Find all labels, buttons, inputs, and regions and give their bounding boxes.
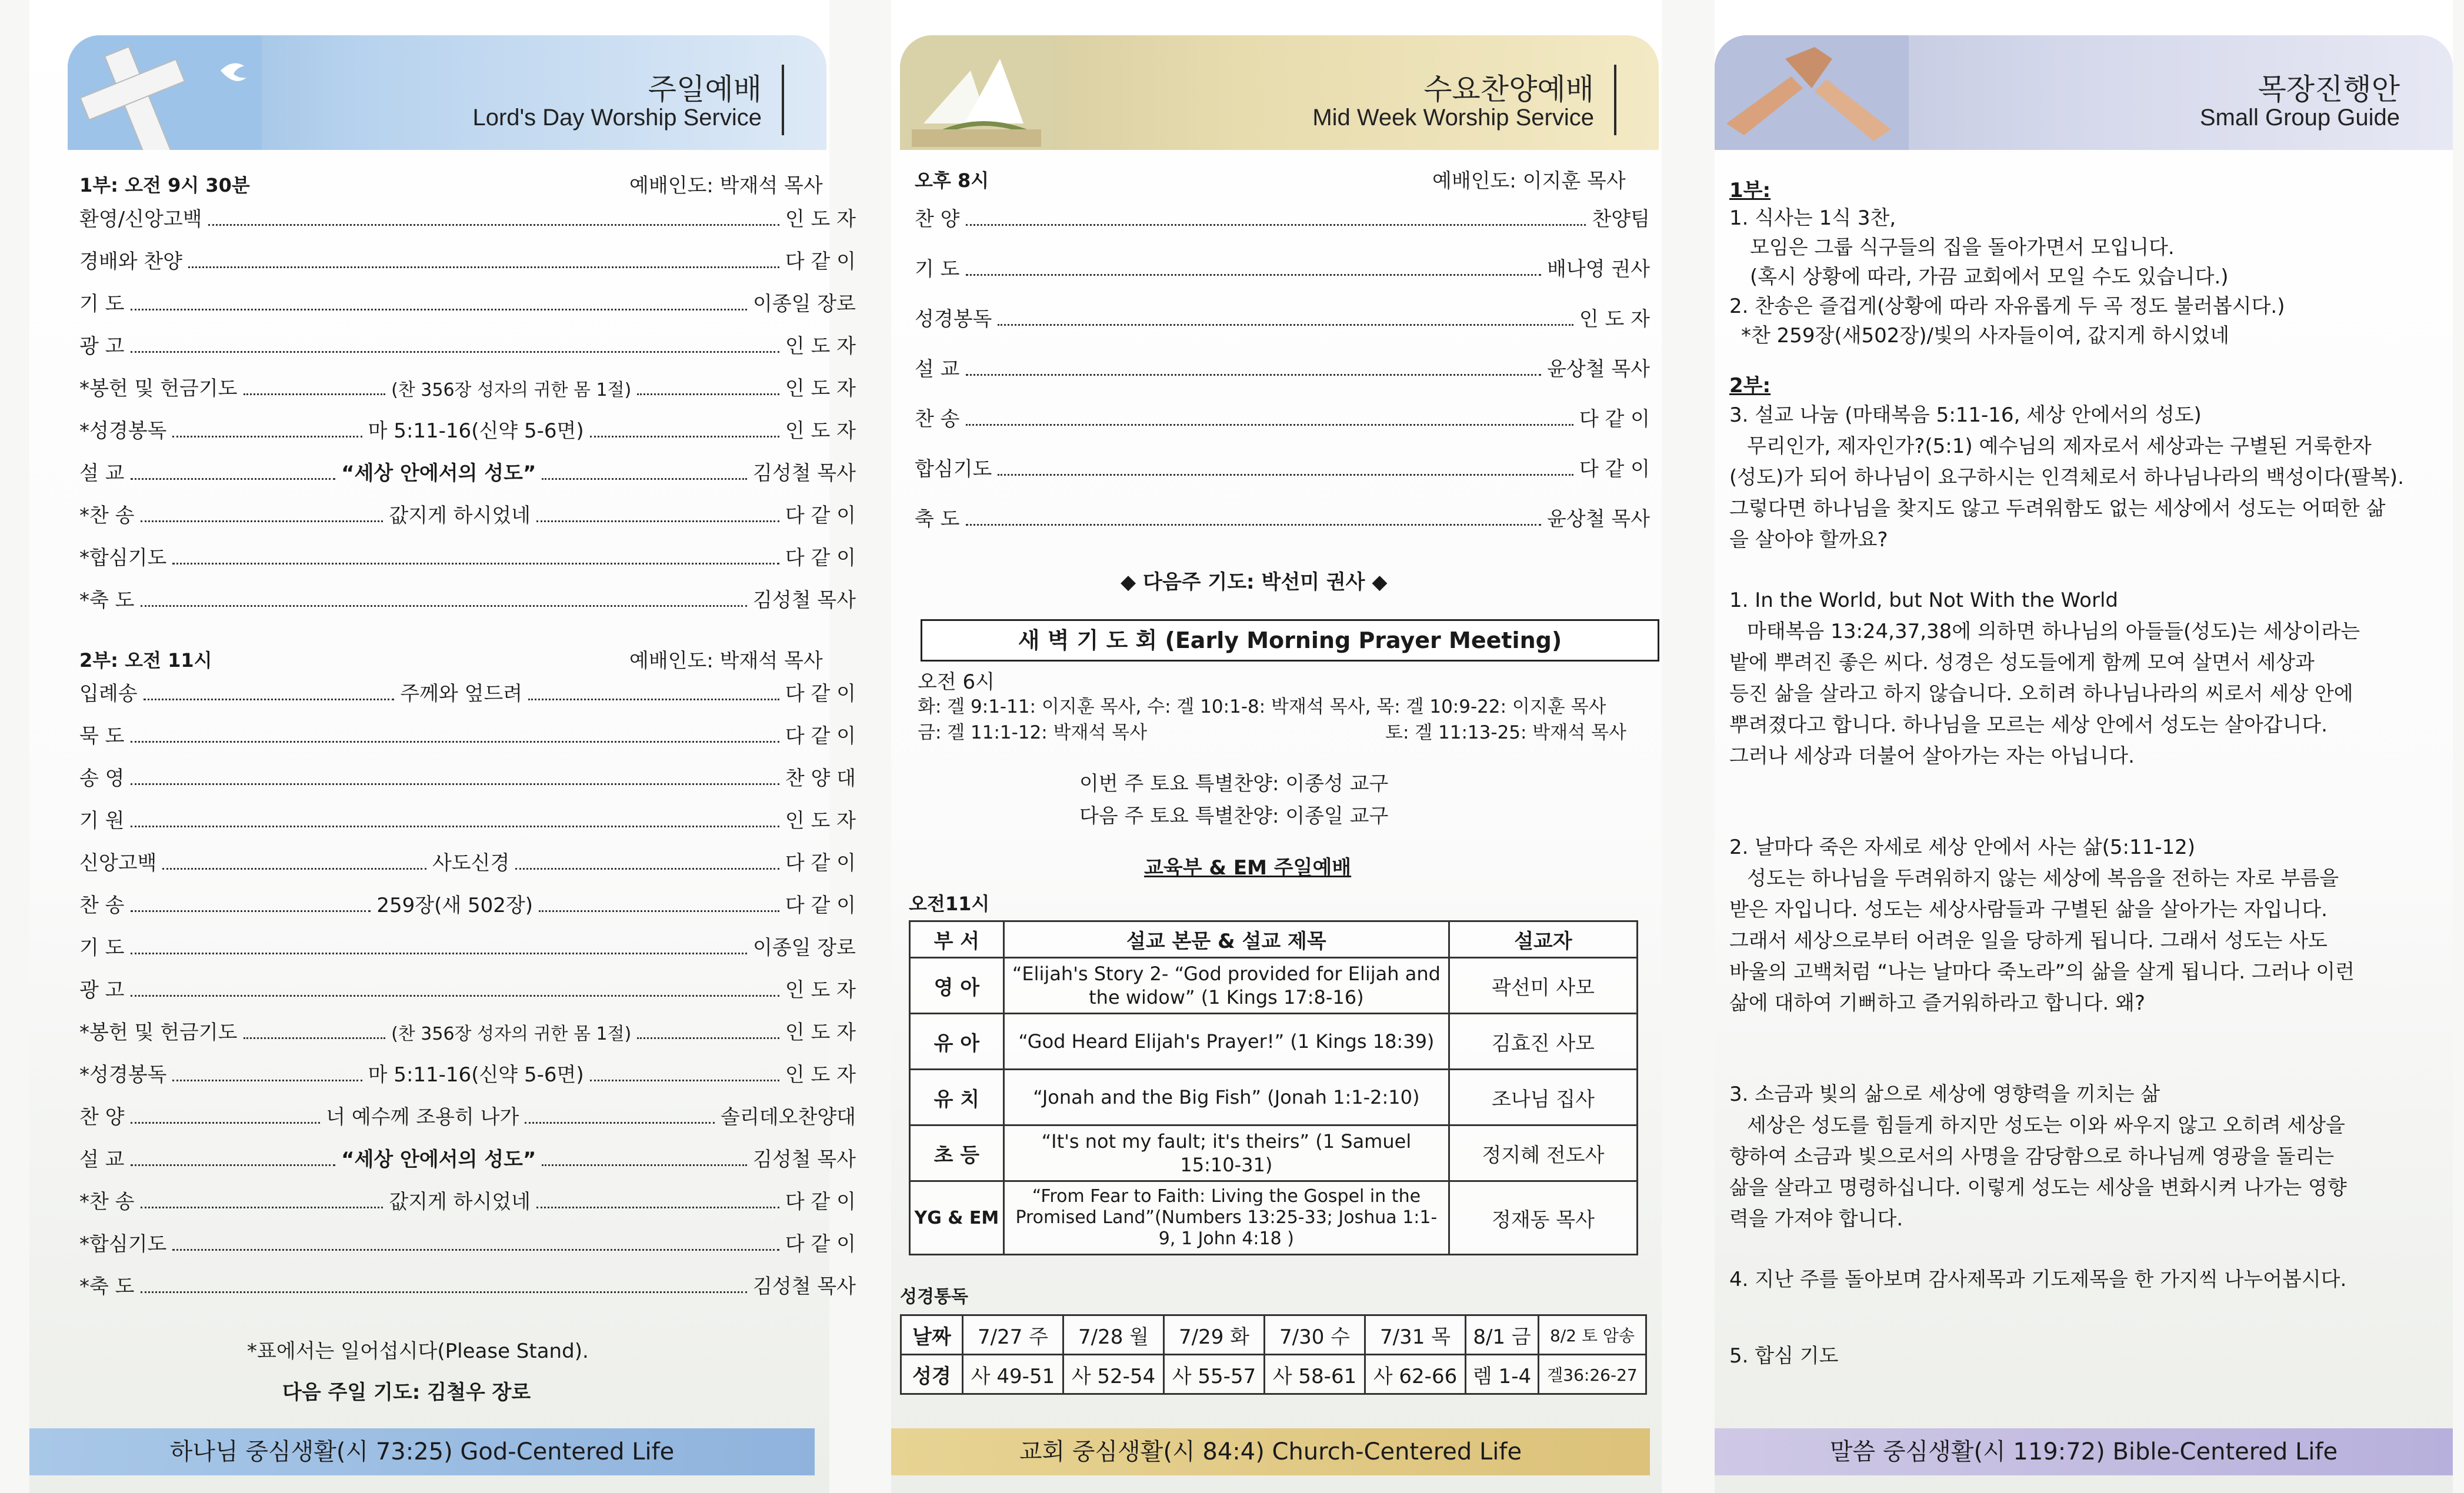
order-label: 송 영 [79, 767, 125, 790]
small-group-title: 목장진행안 [2258, 72, 2400, 106]
order-detail: (찬 356장 성자의 귀한 몸 1절) [391, 1024, 632, 1044]
order-row [915, 403, 1650, 432]
order-row [79, 372, 856, 401]
bible-cell: 7/31 목 [1365, 1315, 1466, 1355]
order-row [79, 931, 856, 960]
bible-cell: 8/1 금 [1466, 1315, 1539, 1355]
order-person: 인 도 자 [785, 377, 856, 400]
order-row [79, 720, 856, 749]
q3-line: 삶을 살라고 명령하십니다. 이렇게 성도는 세상을 변화시켜 나가는 영향 [1729, 1176, 2347, 1200]
order-row [915, 453, 1650, 482]
midweek-time: 오후 8시 [915, 169, 989, 192]
service2-time: 2부: 오전 11시 [79, 649, 212, 672]
order-label: *합심기도 [79, 1233, 167, 1256]
order-row [79, 1058, 856, 1087]
dot-leader [966, 274, 1541, 276]
dot-leader [141, 1291, 747, 1293]
dept-cell: 초 등 [910, 1125, 1004, 1181]
cross-icon [68, 35, 262, 150]
p2-line: 무리인가, 제자인가?(5:1) 예수님의 제자로서 세상과는 구별된 거룩한자 [1747, 435, 2372, 458]
order-person: 인 도 자 [785, 1021, 856, 1044]
lords-day-subtitle: Lord's Day Worship Service [472, 105, 762, 131]
bible-cell: 겔36:26-27 [1539, 1355, 1646, 1394]
small-group-footer: 말씀 중심생활(시 119:72) Bible-Centered Life [1715, 1428, 2453, 1475]
order-person: 인 도 자 [785, 335, 856, 358]
service2-leader: 예배인도: 박재석 목사 [629, 649, 823, 673]
service1-leader: 예배인도: 박재석 목사 [629, 174, 823, 198]
midweek-panel [891, 0, 1662, 1493]
dot-leader [172, 1080, 362, 1081]
order-detail: “세상 안에서의 성도” [341, 462, 536, 485]
midweek-subtitle: Mid Week Worship Service [1312, 105, 1594, 131]
text-cell: “From Fear to Faith: Living the Gospel in the Promised Land”(Numbers 13:25-33; Joshua 1:1-9, 1 John 4:18 ) [1003, 1181, 1449, 1255]
order-person: 인 도 자 [785, 809, 856, 833]
order-label: 성경봉독 [915, 308, 992, 331]
order-person: 다 같 이 [1579, 457, 1650, 481]
dot-leader [172, 1249, 779, 1251]
p1-line: 1. 식사는 1식 3찬, [1729, 206, 1896, 230]
p1-line: (혹시 상황에 따라, 가끔 교회에서 모일 수도 있습니다.) [1750, 265, 2229, 289]
order-person: 배나영 권사 [1546, 258, 1650, 281]
order-person: 다 같 이 [785, 1190, 856, 1214]
q3-line: 세상은 성도를 힘들게 하지만 성도는 이와 싸우지 않고 오히려 세상을 [1747, 1114, 2345, 1137]
order-label: 경배와 찬양 [79, 250, 183, 273]
order-label: *찬 송 [79, 504, 135, 527]
lords-day-panel [29, 0, 856, 1493]
order-row [79, 1101, 856, 1130]
education-title: 교육부 & EM 주일예배 [1144, 856, 1352, 880]
order-detail: “세상 안에서의 성도” [341, 1148, 536, 1171]
col-dept: 부 서 [910, 921, 1004, 958]
order-row [79, 974, 856, 1003]
dot-leader [172, 563, 779, 565]
order-row [915, 353, 1650, 382]
text-cell: “God Heard Elijah's Prayer!” (1 Kings 18:39) [1003, 1014, 1449, 1070]
order-label: *봉헌 및 헌금기도 [79, 377, 238, 400]
dept-cell: 유 아 [910, 1014, 1004, 1070]
order-row [79, 499, 856, 528]
order-person: 김성철 목사 [752, 589, 856, 612]
order-label: 환영/신앙고백 [79, 208, 202, 231]
order-person: 인 도 자 [785, 1063, 856, 1087]
order-person: 다 같 이 [785, 1233, 856, 1256]
dot-leader [131, 995, 779, 997]
text-cell: “Jonah and the Big Fish” (Jonah 1:1-2:10) [1003, 1070, 1449, 1125]
dot-leader [590, 436, 779, 437]
dot-leader [966, 524, 1541, 526]
order-label: 찬 양 [79, 1105, 125, 1129]
part2-heading: 2부: [1729, 374, 1771, 398]
order-person: 김성철 목사 [752, 462, 856, 485]
q2-line: 바울의 고백처럼 “나는 날마다 죽노라”의 삶을 살게 됩니다. 그러나 이런 [1729, 960, 2355, 984]
dot-leader [131, 351, 779, 353]
dot-leader [172, 436, 362, 437]
bible-row-label: 성경 [901, 1355, 963, 1394]
order-label: 찬 송 [915, 408, 960, 431]
order-person: 다 같 이 [785, 546, 856, 570]
order-row [79, 677, 856, 706]
bible-reading-table [900, 1314, 1647, 1395]
order-row [79, 1270, 856, 1299]
dot-leader [131, 910, 371, 912]
dot-leader [536, 520, 779, 522]
q1-line: 그러나 세상과 더불어 살아가는 자는 아닙니다. [1729, 744, 2135, 768]
p2-line: 3. 설교 나눔 (마태복음 5:11-16, 세상 안에서의 성도) [1729, 403, 2202, 427]
dot-leader [131, 783, 779, 785]
next-week-prayer: ◆ 다음주 기도: 박선미 권사 ◆ [1121, 570, 1388, 594]
order-row [79, 1016, 856, 1045]
q1-line: 마태복음 13:24,37,38에 의하면 하나님의 아들들(성도)는 세상이라는 [1747, 620, 2360, 643]
p1-line: 2. 찬송은 즐겁게(상황에 따라 자유롭게 두 곡 정도 불러봅시다.) [1729, 295, 2285, 318]
order-label: 광 고 [79, 978, 125, 1002]
midweek-footer: 교회 중심생활(시 84:4) Church-Centered Life [891, 1428, 1650, 1475]
order-label: 광 고 [79, 335, 125, 358]
order-row [79, 584, 856, 613]
q1-line: 뿌려졌다고 합니다. 하나님을 모르는 세상 안에서 성도는 살아갑니다. [1729, 713, 2328, 737]
midweek-leader: 예배인도: 이지훈 목사 [1432, 169, 1626, 193]
small-group-header [1715, 35, 2453, 150]
q2-line: 성도는 하나님을 두려워하지 않는 세상에 복음을 전하는 자로 부름을 [1747, 867, 2339, 890]
q1-line: 밭에 뿌려진 좋은 씨다. 성경은 성도들에게 함께 모여 살면서 세상과 [1729, 651, 2315, 674]
lily-icon [900, 35, 1053, 150]
dept-cell: 유 치 [910, 1070, 1004, 1125]
order-row [79, 1143, 856, 1172]
order-label: *합심기도 [79, 546, 167, 570]
order-label: *성경봉독 [79, 419, 167, 443]
order-label: 기 도 [915, 258, 960, 281]
dawn-prayer-schedule-2: 금: 겔 11:1-12: 박재석 목사 [918, 722, 1148, 743]
q1-line: 등진 삶을 살라고 하지 않습니다. 오히려 하나님나라의 씨로서 세상 안에 [1729, 682, 2353, 706]
midweek-header [900, 35, 1659, 150]
table-row [910, 1181, 1638, 1255]
order-row [79, 330, 856, 359]
order-person: 다 같 이 [785, 504, 856, 527]
p1-line: 모임은 그룹 식구들의 집을 돌아가면서 모입니다. [1750, 236, 2175, 259]
table-row [910, 1070, 1638, 1125]
order-person: 김성철 목사 [752, 1148, 856, 1171]
order-person: 솔리데오찬양대 [721, 1105, 856, 1129]
order-detail: 사도신경 [432, 851, 510, 875]
order-person: 이종일 장로 [752, 292, 856, 316]
lords-day-title: 주일예배 [648, 72, 762, 106]
order-row [79, 804, 856, 833]
bible-cell: 렘 1-4 [1466, 1355, 1539, 1394]
dot-leader [515, 868, 779, 870]
order-row [79, 288, 856, 316]
dot-leader [528, 699, 779, 700]
hands-icon [1715, 35, 1909, 150]
order-row [79, 1228, 856, 1257]
order-detail: 마 5:11-16(신약 5-6면) [368, 419, 584, 443]
order-label: 기 도 [79, 936, 125, 960]
text-cell: “It's not my fault; it's theirs” (1 Samuel 15:10-31) [1003, 1125, 1449, 1181]
order-row [79, 542, 856, 570]
dot-leader [131, 953, 747, 954]
order-label: 입례송 [79, 682, 138, 706]
q3-line: 향하여 소금과 빛으로서의 사명을 감당함으로 하나님께 영광을 돌리는 [1729, 1145, 2335, 1168]
dot-leader [208, 224, 779, 226]
order-person: 인 도 자 [785, 978, 856, 1002]
p2-line: 을 살아야 할까요? [1729, 528, 1888, 552]
order-person: 다 같 이 [785, 682, 856, 706]
order-label: *축 도 [79, 1275, 135, 1298]
order-detail: 너 예수께 조용히 나가 [326, 1105, 519, 1129]
q2-line: 2. 날마다 죽은 자세로 세상 안에서 사는 삶(5:11-12) [1729, 836, 2196, 859]
bible-cell: 8/2 토 암송 [1539, 1315, 1646, 1355]
order-label: 찬 송 [79, 894, 125, 917]
dawn-prayer-schedule-1: 화: 겔 9:1-11: 이지훈 목사, 수: 겔 10:1-8: 박재석 목사, 목: 겔 10:9-22: 이지훈 목사 [918, 696, 1606, 717]
dot-leader [131, 741, 779, 743]
order-label: *봉헌 및 헌금기도 [79, 1021, 238, 1044]
dot-leader [141, 1207, 384, 1208]
dot-leader [536, 1207, 779, 1208]
next-sunday-prayer: 다음 주일 기도: 김철우 장로 [282, 1381, 531, 1404]
q3-line: 력을 가져야 합니다. [1729, 1207, 1903, 1231]
order-person: 다 같 이 [785, 894, 856, 917]
order-person: 다 같 이 [785, 250, 856, 273]
dot-leader [966, 224, 1586, 226]
table-row [910, 1014, 1638, 1070]
order-label: 합심기도 [915, 457, 992, 481]
order-person: 윤상철 목사 [1546, 358, 1650, 381]
bible-passage-row [901, 1355, 1646, 1394]
dot-leader [525, 1122, 715, 1124]
order-label: 설 교 [915, 358, 960, 381]
order-person: 찬 양 대 [785, 767, 856, 790]
order-row [79, 457, 856, 486]
preacher-cell: 정재동 목사 [1449, 1181, 1637, 1255]
dept-cell: 영 아 [910, 958, 1004, 1014]
order-row [79, 1185, 856, 1214]
preacher-cell: 정지혜 전도사 [1449, 1125, 1637, 1181]
table-row [910, 1125, 1638, 1181]
order-label: *축 도 [79, 589, 135, 612]
order-row [915, 253, 1650, 282]
p2-line: 그렇다면 하나님을 찾지도 않고 두려워함도 없는 세상에서 성도는 어떠한 삶 [1729, 497, 2386, 520]
order-row [915, 303, 1650, 332]
order-label: 묵 도 [79, 724, 125, 748]
order-label: 기 원 [79, 809, 125, 833]
dot-leader [542, 1164, 747, 1166]
q5-line: 5. 합심 기도 [1729, 1344, 1839, 1368]
bible-row-label: 날짜 [901, 1315, 963, 1355]
order-label: 설 교 [79, 462, 125, 485]
bible-cell: 사 49-51 [963, 1355, 1063, 1394]
education-table [909, 920, 1638, 1255]
q2-line: 그래서 세상으로부터 어려운 일을 당하게 됩니다. 그래서 성도는 사도 [1729, 929, 2328, 953]
header-divider [1614, 65, 1616, 135]
order-person: 윤상철 목사 [1546, 507, 1650, 531]
dot-leader [131, 1164, 336, 1166]
dot-leader [131, 309, 747, 310]
order-detail: 값지게 하시었네 [389, 504, 531, 527]
lords-day-footer: 하나님 중심생활(시 73:25) God-Centered Life [29, 1428, 815, 1475]
q4-line: 4. 지난 주를 돌아보며 감사제목과 기도제목을 한 가지씩 나누어봅시다. [1729, 1268, 2347, 1291]
order-detail: (찬 356장 성자의 귀한 몸 1절) [391, 380, 632, 400]
bible-cell: 사 62-66 [1365, 1355, 1466, 1394]
dot-leader [637, 393, 779, 395]
education-table-header [910, 921, 1638, 958]
order-label: *성경봉독 [79, 1063, 167, 1087]
dot-leader [188, 266, 779, 268]
order-person: 인 도 자 [1579, 308, 1650, 331]
dot-leader [966, 424, 1573, 426]
order-row [79, 245, 856, 274]
dot-leader [131, 1122, 321, 1124]
q2-line: 받은 자입니다. 성도는 세상사람들과 구별된 삶을 살아가는 자입니다. [1729, 898, 2328, 921]
dot-leader [998, 324, 1573, 326]
special-praise-this-week: 이번 주 토요 특별찬양: 이종성 교구 [1079, 772, 1389, 796]
order-detail: 주께와 엎드려 [400, 682, 523, 706]
bible-cell: 사 55-57 [1164, 1355, 1265, 1394]
bible-cell: 7/27 주 [963, 1315, 1063, 1355]
dot-leader [590, 1080, 779, 1081]
p1-line: *찬 259장(새502장)/빛의 사자들이여, 값지게 하시었네 [1741, 324, 2230, 348]
order-person: 이종일 장로 [752, 936, 856, 960]
col-text: 설교 본문 & 설교 제목 [1003, 921, 1449, 958]
dot-leader [539, 910, 779, 912]
table-row [910, 958, 1638, 1014]
dot-leader [542, 478, 747, 480]
preacher-cell: 곽선미 사모 [1449, 958, 1637, 1014]
stand-note: *표에서는 일어섭시다(Please Stand). [247, 1340, 589, 1363]
order-person: 다 같 이 [1579, 408, 1650, 431]
order-detail: 마 5:11-16(신약 5-6면) [368, 1063, 584, 1087]
order-label: 찬 양 [915, 208, 960, 231]
midweek-title: 수요찬양예배 [1423, 72, 1594, 106]
bible-cell: 7/29 화 [1164, 1315, 1265, 1355]
order-label: 축 도 [915, 507, 960, 531]
order-person: 찬양팀 [1592, 208, 1650, 231]
dot-leader [131, 826, 779, 827]
order-detail: 값지게 하시었네 [389, 1190, 531, 1214]
order-row [915, 503, 1650, 532]
service1-time: 1부: 오전 9시 30분 [79, 174, 250, 196]
order-person: 인 도 자 [785, 419, 856, 443]
p2-line: (성도)가 되어 하나님이 요구하시는 인격체로서 하나님나라의 백성이다(팔복). [1729, 466, 2404, 489]
bible-cell: 7/28 월 [1063, 1315, 1164, 1355]
lords-day-header [68, 35, 826, 150]
order-label: 신앙고백 [79, 851, 157, 875]
q2-line: 삶에 대하여 기뻐하고 즐거워하라고 합니다. 왜? [1729, 991, 2145, 1015]
bible-cell: 사 52-54 [1063, 1355, 1164, 1394]
bible-cell: 사 58-61 [1265, 1355, 1365, 1394]
education-time: 오전11시 [909, 893, 990, 915]
dawn-prayer-title: 새 벽 기 도 회 (Early Morning Prayer Meeting) [921, 619, 1659, 662]
dot-leader [141, 605, 747, 607]
dot-leader [244, 393, 386, 395]
order-person: 김성철 목사 [752, 1275, 856, 1298]
dot-leader [998, 474, 1573, 476]
dot-leader [144, 699, 395, 700]
dot-leader [162, 868, 426, 870]
header-divider [782, 65, 784, 135]
dot-leader [966, 374, 1541, 376]
order-person: 다 같 이 [785, 724, 856, 748]
order-label: 기 도 [79, 292, 125, 316]
order-label: 설 교 [79, 1148, 125, 1171]
bible-date-row [901, 1315, 1646, 1355]
order-row [79, 762, 856, 791]
small-group-panel [1715, 0, 2453, 1493]
order-label: *찬 송 [79, 1190, 135, 1214]
dot-leader [141, 520, 384, 522]
order-person: 다 같 이 [785, 851, 856, 875]
q1-line: 1. In the World, but Not With the World [1729, 589, 2118, 612]
text-cell: “Elijah's Story 2- “God provided for Elijah and the widow” (1 Kings 17:8-16) [1003, 958, 1449, 1014]
small-group-subtitle: Small Group Guide [2199, 105, 2400, 131]
dept-cell: YG & EM [910, 1181, 1004, 1255]
dot-leader [244, 1037, 386, 1039]
col-preacher: 설교자 [1449, 921, 1637, 958]
bible-reading-title: 성경통독 [900, 1287, 968, 1307]
order-row [79, 847, 856, 876]
q3-line: 3. 소금과 빛의 삶으로 세상에 영향력을 끼치는 삶 [1729, 1083, 2160, 1106]
order-row [79, 415, 856, 443]
special-praise-next-week: 다음 주 토요 특별찬양: 이종일 교구 [1079, 804, 1389, 828]
order-detail: 259장(새 502장) [376, 894, 534, 917]
bible-cell: 7/30 수 [1265, 1315, 1365, 1355]
dawn-prayer-schedule-3: 토: 겔 11:13-25: 박재석 목사 [1385, 722, 1626, 743]
order-person: 인 도 자 [785, 208, 856, 231]
preacher-cell: 조나님 집사 [1449, 1070, 1637, 1125]
order-row [915, 203, 1650, 232]
order-row [79, 889, 856, 918]
preacher-cell: 김효진 사모 [1449, 1014, 1637, 1070]
dot-leader [637, 1037, 779, 1039]
dot-leader [131, 478, 336, 480]
part1-heading: 1부: [1729, 179, 1771, 202]
dawn-prayer-time: 오전 6시 [918, 670, 995, 694]
order-row [79, 203, 856, 232]
